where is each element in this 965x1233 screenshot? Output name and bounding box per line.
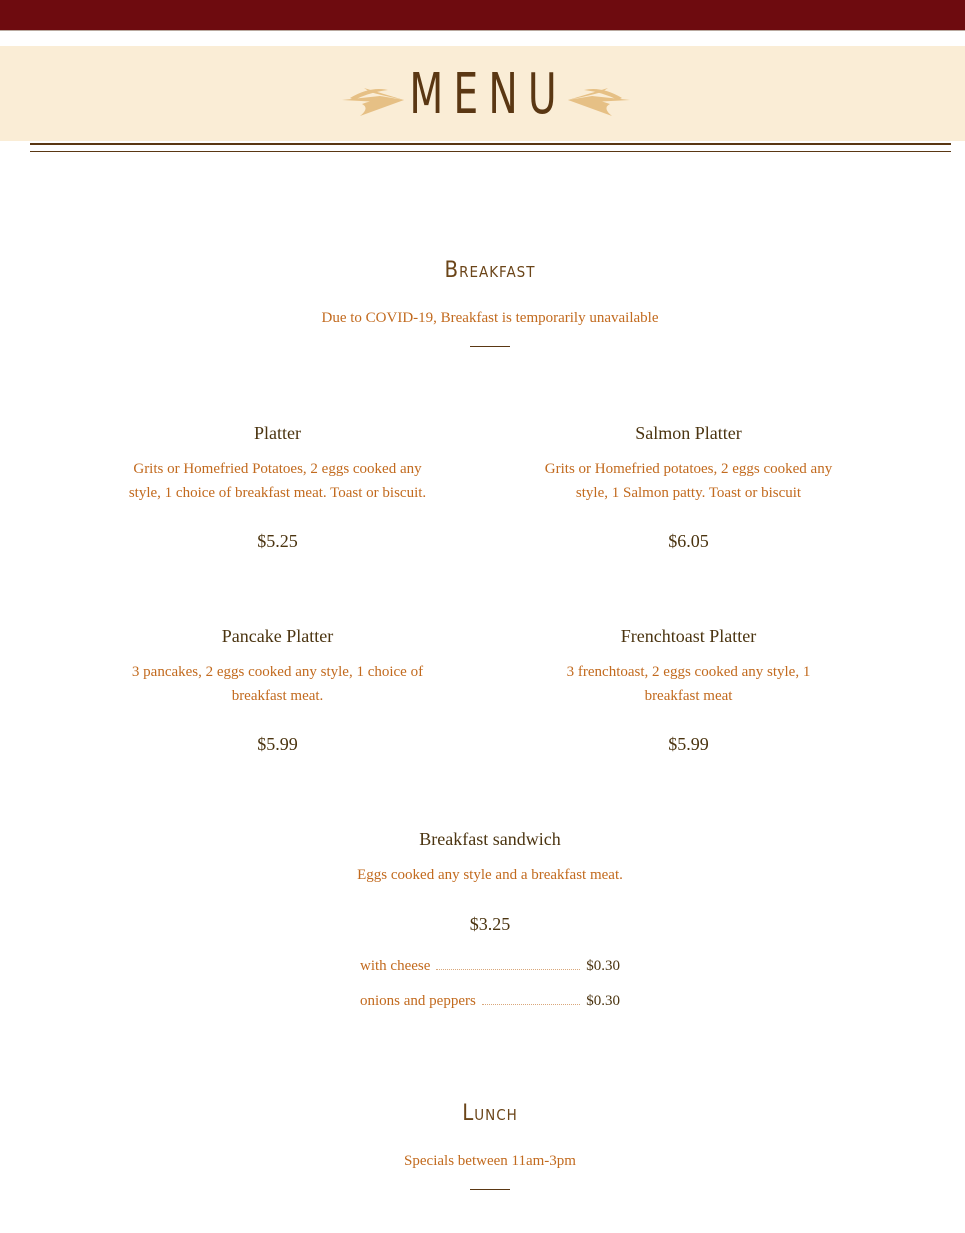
- item-name: Platter: [254, 423, 301, 443]
- item-price: $5.99: [257, 734, 298, 754]
- section-note-lunch: Specials between 11am-3pm: [404, 1153, 576, 1169]
- menu-item-platter: [125, 421, 430, 553]
- item-price: $6.05: [668, 531, 709, 551]
- item-name: Frenchtoast Platter: [620, 626, 757, 646]
- header-rule: [30, 143, 951, 145]
- leader-dots: [482, 992, 580, 1005]
- item-price: $5.99: [668, 734, 709, 754]
- item-name: Breakfast sandwich: [419, 829, 561, 849]
- addon-with-cheese: [360, 957, 620, 977]
- item-description: Grits or Homefried potatoes, 2 eggs cooked any style, 1 Salmon patty. Toast or biscuit: [544, 461, 833, 501]
- addon-label: with cheese: [360, 958, 431, 974]
- header-rule-thin: [30, 151, 951, 152]
- menu-item-breakfast-sandwich: [300, 827, 680, 936]
- menu-item-pancake-platter: [125, 624, 430, 756]
- item-name: Salmon Platter: [635, 423, 742, 443]
- menu-item-frenchtoast-platter: [560, 624, 817, 756]
- item-description: Grits or Homefried Potatoes, 2 eggs cooked any style, 1 choice of breakfast meat. Toast or biscuit.: [128, 461, 427, 501]
- menu-item-salmon-platter: [536, 421, 841, 553]
- addon-price: $0.30: [586, 993, 620, 1009]
- item-description: 3 frenchtoast, 2 eggs cooked any style, 1 breakfast meat: [566, 664, 811, 704]
- item-description: 3 pancakes, 2 eggs cooked any style, 1 choice of breakfast meat.: [131, 664, 424, 704]
- section-title-lunch: Lunch: [462, 1101, 518, 1126]
- addon-onions-and-peppers: [360, 992, 620, 1012]
- top-bar: [0, 0, 965, 30]
- page-title: MENU: [409, 62, 567, 127]
- top-bar-divider: [0, 30, 965, 31]
- right-ornament-icon: [566, 82, 632, 120]
- leader-dots: [436, 957, 580, 970]
- item-price: $3.25: [469, 914, 511, 934]
- section-note-breakfast: Due to COVID-19, Breakfast is temporarily unavailable: [321, 310, 659, 326]
- addon-label: onions and peppers: [360, 993, 476, 1009]
- section-divider: [470, 1189, 510, 1190]
- section-divider: [470, 346, 510, 347]
- item-price: $5.25: [257, 531, 298, 551]
- section-title-breakfast: Breakfast: [444, 258, 536, 283]
- addon-price: $0.30: [586, 958, 620, 974]
- item-name: Pancake Platter: [221, 626, 334, 646]
- item-description: Eggs cooked any style and a breakfast meat.: [357, 867, 623, 883]
